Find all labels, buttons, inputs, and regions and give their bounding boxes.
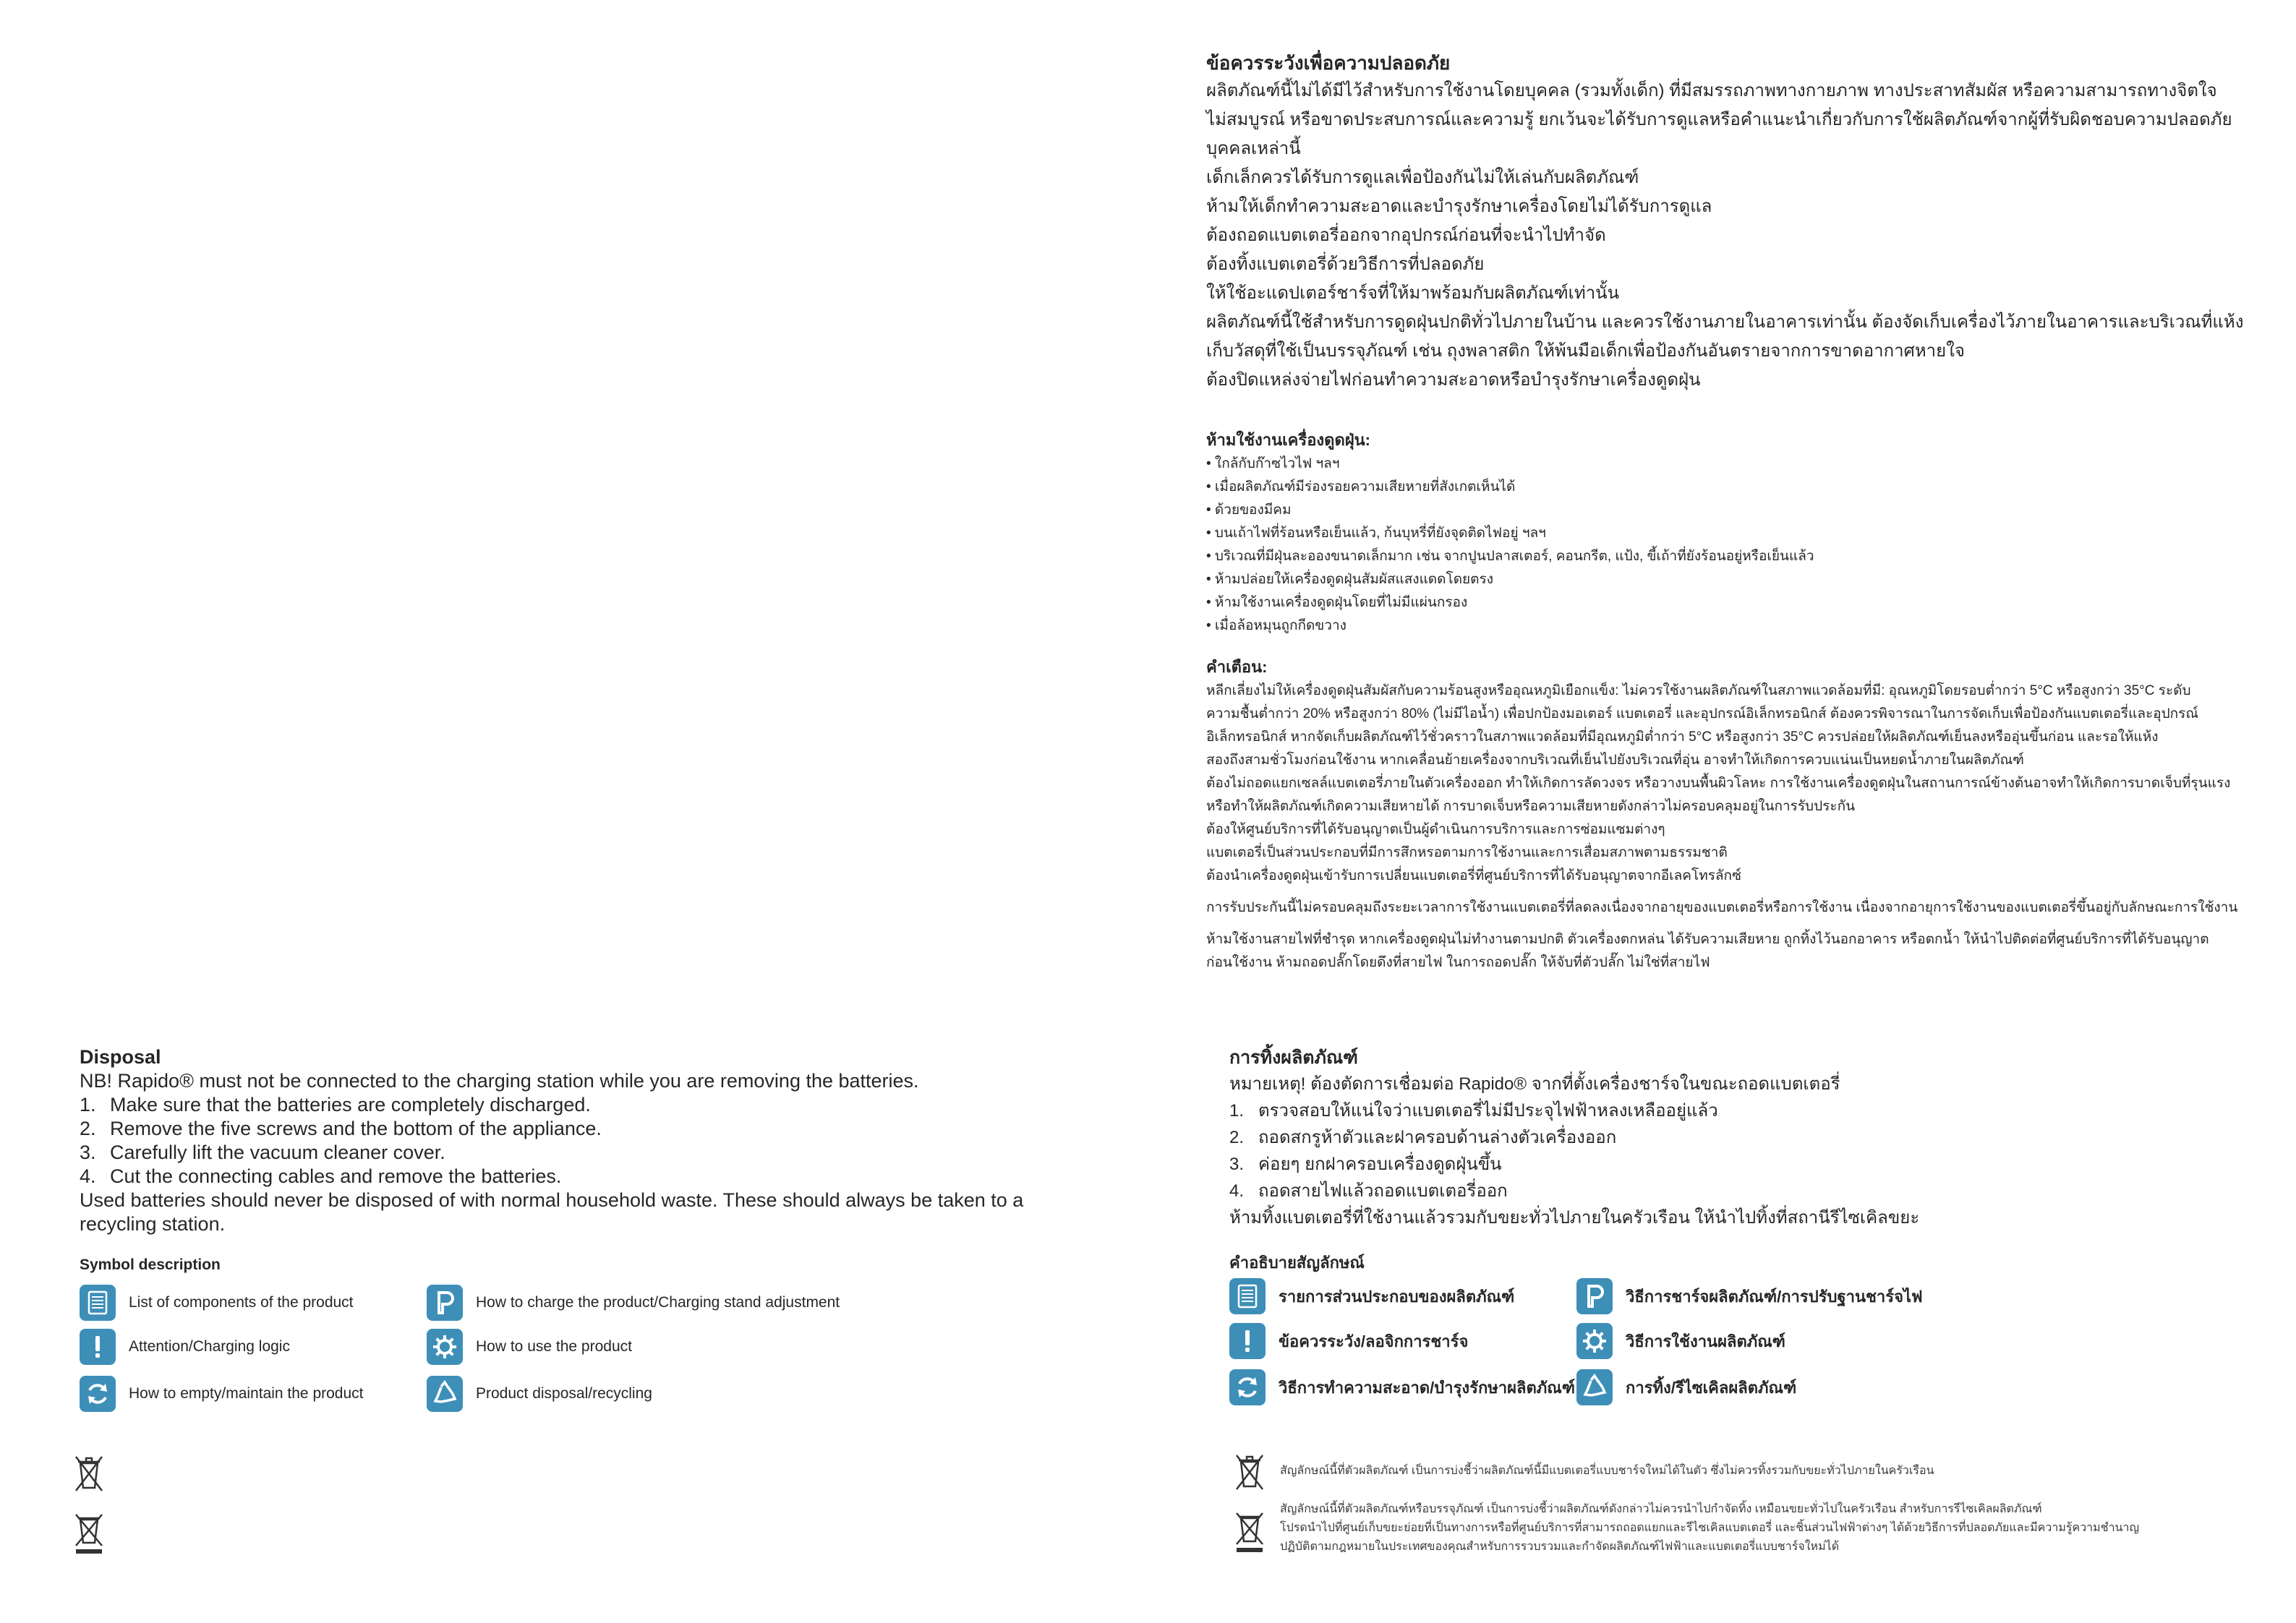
list-icon [1229,1278,1266,1314]
th-safety-line: ต้องถอดแบตเตอรี่ออกจากอุปกรณ์ก่อนที่จะนำไปทำจัด [1206,226,1606,245]
th-warning-line: อิเล็กทรอนิกส์ หากจัดเก็บผลิตภัณฑ์ไว้ชั่วคราวในสภาพแวดล้อมที่มีอุณหภูมิต่ำกว่า 5°C หรือสูงกว่า 35°C ควรปล่อยให้ผลิตภัณฑ์เย็นลงหรืออุ่นขึ้นก่อน และรอให้แห้ง [1206,729,2159,745]
symbol-label: How to empty/maintain the product [129,1385,364,1402]
th-symbol-heading: คำอธิบายสัญลักษณ์ [1229,1254,1365,1272]
recycle-icon [1576,1369,1613,1405]
th-warning-line: หรือทำให้ผลิตภัณฑ์เกิดความเสียหายได้ การบาดเจ็บหรือความเสียหายดังกล่าวไม่ครอบคลุมอยู่ในการรับประกัน [1206,799,1856,814]
en-step [80,1093,1092,1117]
th-warning-section [1206,655,2276,975]
th-warning-line: แบตเตอรี่เป็นส่วนประกอบที่มีการสึกหรอตามการใช้งานและการเสื่อมสภาพตามธรรมชาติ [1206,845,1728,860]
th-do-not-use-section [1206,428,1814,638]
th-do-not-use-item: • ห้ามปล่อยให้เครื่องดูดฝุ่นสัมผัสแสงแดดโดยตรง [1206,572,1493,587]
symbol-label: รายการส่วนประกอบของผลิตภัณฑ์ [1279,1287,1515,1306]
th-cord-note-line: ห้ามใช้งานสายไฟที่ชำรุด หากเครื่องดูดฝุ่นไม่ทำงานตามปกติ ตัวเครื่องตกหล่น ได้รับความเสียหาย ถูกทิ้งไว้นอกอาคาร หรือตกน้ำ ให้นำไปติดต่อที่ศูนย์บริการที่ได้รับอนุญาต [1206,932,2209,947]
attention-icon [1229,1323,1266,1359]
th-safety-title: ข้อควรระวังเพื่อความปลอดภัย [1206,52,1451,74]
list-icon [80,1285,116,1321]
th-symbol-item [1576,1278,1923,1314]
th-warning-line: ต้องนำเครื่องดูดฝุ่นเข้ารับการเปลี่ยนแบตเตอรี่ที่ศูนย์บริการที่ได้รับอนุญาตจากอีเลคโทรลักซ์ [1206,868,1741,883]
th-do-not-use-item: • ห้ามใช้งานเครื่องดูดฝุ่นโดยที่ไม่มีแผ่นกรอง [1206,595,1468,610]
crossed-bin-icon [72,1453,106,1496]
refresh-icon [80,1376,116,1412]
step-text: Make sure that the batteries are completely discharged. [110,1094,591,1115]
th-safety-line: ต้องปิดแหล่งจ่ายไฟก่อนทำความสะอาดหรือบำรุงรักษาเครื่องดูดฝุ่น [1206,370,1701,390]
en-disposal-steps [80,1093,1092,1189]
spacer [1206,920,2276,928]
th-warranty-note: การรับประกันนี้ไม่ครอบคลุมถึงระยะเวลาการใช้งานแบตเตอรี่ที่ลดลงเนื่องจากอายุของแบตเตอรี่หรือการใช้งาน เนื่องจากอายุการใช้งานของแบตเตอรี่ขึ้นอยู่กับลักษณะการใช้งาน [1206,900,2238,915]
symbol-label: Attention/Charging logic [129,1338,290,1355]
step-text: Cut the connecting cables and remove the batteries. [110,1165,562,1187]
step-number: 2. [1229,1128,1245,1147]
symbol-label: Product disposal/recycling [476,1385,652,1402]
th-safety-line: ผลิตภัณฑ์นี้ใช้สำหรับการดูดฝุ่นปกติทั่วไปภายในบ้าน และควรใช้งานภายในอาคารเท่านั้น ต้องจัดเก็บเครื่องไว้ภายในอาคารและบริเวณที่แห้ง [1206,312,2244,332]
th-step [1229,1097,2242,1124]
th-do-not-use-item: • บริเวณที่มีฝุ่นละอองขนาดเล็กมาก เช่น จากปูนปลาสเตอร์, คอนกรีต, แป้ง, ขี้เถ้าที่ยังร้อนอยู่หรือเย็นแล้ว [1206,549,1814,564]
th-cord-note-line: ก่อนใช้งาน ห้ามถอดปลั๊กโดยดึงที่สายไฟ ในการถอดปลั๊ก ให้จับที่ตัวปลั๊ก ไม่ใช่ที่สายไฟ [1206,955,1710,970]
symbol-label: วิธีการทำความสะอาด/บำรุงรักษาผลิตภัณฑ์ [1279,1378,1575,1397]
th-disposal-note: หมายเหตุ! ต้องตัดการเชื่อมต่อ Rapido® จากที่ตั้งเครื่องชาร์จในขณะถอดแบตเตอรี่ [1229,1074,1840,1094]
step-text: ถอดสายไฟแล้วถอดแบตเตอรี่ออก [1258,1181,1508,1201]
symbol-label: ข้อควรระวัง/ลอจิกการชาร์จ [1279,1332,1469,1350]
step-text: ค่อยๆ ยกฝาครอบเครื่องดูดฝุ่นขึ้น [1258,1155,1502,1174]
en-step [80,1165,1092,1189]
th-warning-line: ต้องไม่ถอดแยกเซลล์แบตเตอรี่ภายในตัวเครื่องออก ทำให้เกิดการลัดวงจร หรือวางบนพื้นผิวโลหะ การใช้งานเครื่องดูดฝุ่นในสถานการณ์ข้างต้นอาจทำให้เกิดการบาดเจ็บที่รุนแรง [1206,776,2231,791]
step-number: 3. [80,1142,96,1163]
en-disposal-closing: Used batteries should never be disposed of with normal household waste. These should always be taken to a recycling station. [80,1189,1024,1235]
gear-icon [1576,1323,1613,1359]
spacer [1206,888,2276,896]
th-do-not-use-item: • ด้วยของมีคม [1206,502,1292,518]
th-symbol-item [1229,1278,1514,1314]
symbol-label: วิธีการใช้งานผลิตภัณฑ์ [1626,1332,1785,1350]
th-safety-line: ให้ใช้อะแดปเตอร์ชาร์จที่ให้มาพร้อมกับผลิตภัณฑ์เท่านั้น [1206,283,1619,303]
crossed-bin-icon [1233,1452,1266,1495]
th-do-not-use-item: • เมื่อผลิตภัณฑ์มีร่องรอยความเสียหายที่สังเกตเห็นได้ [1206,479,1516,494]
step-number: 1. [1229,1101,1245,1121]
charge-p-icon [427,1285,463,1321]
en-symbol-item [80,1285,354,1321]
th-safety-line: บุคคลเหล่านี้ [1206,139,1301,158]
crossed-bin-battery-icon [1233,1511,1266,1554]
symbol-label: การทิ้ง/รีไซเคิลผลิตภัณฑ์ [1626,1378,1797,1397]
th-safety-section [1206,49,2276,395]
en-step [80,1117,1092,1141]
th-battery-recycle-note: สัญลักษณ์นี้ที่ตัวผลิตภัณฑ์ เป็นการบ่งชี้ว่าผลิตภัณฑ์นี้มีแบตเตอรี่แบบชาร์จใหม่ได้ในตัว ซึ่งไม่ควรทิ้งรวมกับขยะทั่วไปภายในครัวเรือน [1280,1465,1934,1477]
th-safety-body [1206,77,2276,395]
th-do-not-use-item: • เมื่อล้อหมุนถูกกีดขวาง [1206,618,1347,633]
th-warning-heading: คำเตือน: [1206,658,1268,676]
step-number: 4. [1229,1181,1245,1201]
en-symbol-item [427,1329,632,1365]
th-disposal-closing: ห้ามทิ้งแบตเตอรี่ที่ใช้งานแล้วรวมกับขยะทั่วไปภายในครัวเรือน ให้นำไปทิ้งที่สถานีรีไซเคิลขยะ [1229,1208,1920,1228]
en-disposal-title: Disposal [80,1046,161,1068]
th-step [1229,1151,2242,1178]
attention-icon [80,1329,116,1365]
refresh-icon [1229,1369,1266,1405]
en-disposal-note: NB! Rapido® must not be connected to the charging station while you are removing the batteries. [80,1070,919,1092]
th-safety-line: ห้ามให้เด็กทำความสะอาดและบำรุงรักษาเครื่องโดยไม่ได้รับการดูแล [1206,197,1712,216]
th-symbol-item [1229,1369,1575,1405]
step-text: ถอดสกรูห้าตัวและฝาครอบด้านล่างตัวเครื่องออก [1258,1128,1617,1147]
en-disposal-section [80,1045,1092,1236]
charge-p-icon [1576,1278,1613,1314]
th-safety-line: ไม่สมบูรณ์ หรือขาดประสบการณ์และความรู้ ยกเว้นจะได้รับการดูแลหรือคำแนะนำเกี่ยวกับการใช้ผลิตภัณฑ์จากผู้ที่รับผิดชอบความปลอดภัย [1206,110,2232,129]
th-do-not-use-heading: ห้ามใช้งานเครื่องดูดฝุ่น: [1206,431,1371,449]
step-text: Carefully lift the vacuum cleaner cover. [110,1142,445,1163]
step-number: 1. [80,1094,96,1115]
th-safety-line: ผลิตภัณฑ์นี้ไม่ได้มีไว้สำหรับการใช้งานโดยบุคคล (รวมทั้งเด็ก) ที่มีสมรรถภาพทางกายภาพ ทางประสาทสัมผัส หรือความสามารถทางจิตใจ [1206,81,2217,100]
en-symbol-heading: Symbol description [80,1256,221,1273]
step-number: 4. [80,1165,96,1187]
th-disposal-title: การทิ้งผลิตภัณฑ์ [1229,1048,1358,1068]
th-warning-line: หลีกเลี่ยงไม่ให้เครื่องดูดฝุ่นสัมผัสกับความร้อนสูงหรืออุณหภูมิเยือกแข็ง: ไม่ควรใช้งานผลิตภัณฑ์ในสภาพแวดล้อมที่มี: อุณหภูมิโดยรอบต่ำกว่า 5°C หรือสูงกว่า 35°C ระดับ [1206,683,2191,698]
th-symbol-item [1576,1369,1796,1405]
th-safety-line: เก็บวัสดุที่ใช้เป็นบรรจุภัณฑ์ เช่น ถุงพลาสติก ให้พ้นมือเด็กเพื่อป้องกันอันตรายจากการขาดอากาศหายใจ [1206,341,1965,361]
th-recycle-line: สัญลักษณ์นี้ที่ตัวผลิตภัณฑ์หรือบรรจุภัณฑ์ เป็นการบ่งชี้ว่าผลิตภัณฑ์ดังกล่าวไม่ควรนำไปกำจัดทิ้ง เหมือนขยะทั่วไปในครัวเรือน สำหรับการรีไซเคิลผลิตภัณฑ์ [1280,1503,2042,1515]
th-warning-line: ต้องให้ศูนย์บริการที่ได้รับอนุญาตเป็นผู้ดำเนินการบริการและการซ่อมแซมต่างๆ [1206,822,1665,837]
th-safety-line: ต้องทิ้งแบตเตอรี่ด้วยวิธีการที่ปลอดภัย [1206,254,1485,274]
symbol-label: List of components of the product [129,1294,354,1311]
en-symbol-item [80,1376,364,1412]
step-number: 2. [80,1118,96,1139]
th-do-not-use-item: • บนเถ้าไฟที่ร้อนหรือเย็นแล้ว, ก้นบุหรี่ที่ยังจุดติดไฟอยู่ ฯลฯ [1206,526,1546,541]
th-symbol-item [1229,1323,1468,1359]
th-warning-line: ความชื้นต่ำกว่า 20% หรือสูงกว่า 80% (ไม่มีไอน้ำ) เพื่อปกป้องมอเตอร์ แบตเตอรี่ และอุปกรณ์อิเล็กทรอนิกส์ ต้องควรพิจารณาในการจัดเก็บเพื่อป้องกันแบตเตอรี่และอุปกรณ์ [1206,706,2199,721]
th-recycle-line: โปรดนำไปที่ศูนย์เก็บขยะย่อยที่เป็นทางการหรือที่ศูนย์บริการที่สามารถถอดแยกและรีไซเคิลแบตเตอรี่ และชิ้นส่วนไฟฟ้าต่างๆ ได้ด้วยวิธีการที่ปลอดภัยและมีความรู้ความชำนาญ [1280,1522,2140,1534]
en-symbol-item [427,1376,652,1412]
th-step [1229,1178,2242,1204]
th-product-recycle-note [1280,1500,2139,1556]
thai-page [1148,0,2296,1623]
symbol-label: How to charge the product/Charging stand adjustment [476,1294,840,1311]
symbol-label: วิธีการชาร์จผลิตภัณฑ์/การปรับฐานชาร์จไฟ [1626,1287,1923,1306]
th-safety-line: เด็กเล็กควรได้รับการดูแลเพื่อป้องกันไม่ให้เล่นกับผลิตภัณฑ์ [1206,168,1639,187]
en-symbol-item [80,1329,290,1365]
th-do-not-use-item: • ใกล้กับก๊าซไวไฟ ฯลฯ [1206,456,1340,471]
en-step [80,1141,1092,1165]
crossed-bin-battery-icon [72,1512,106,1556]
step-text: ตรวจสอบให้แน่ใจว่าแบตเตอรี่ไม่มีประจุไฟฟ้าหลงเหลืออยู่แล้ว [1258,1101,1718,1121]
th-disposal-section [1229,1045,2242,1231]
th-recycle-line: ปฏิบัติตามกฎหมายในประเทศของคุณสำหรับการรวบรวมและกำจัดผลิตภัณฑ์ไฟฟ้าและแบตเตอรี่แบบชาร์จใหม่ได้ [1280,1541,1840,1553]
th-step [1229,1124,2242,1151]
step-number: 3. [1229,1155,1245,1174]
th-symbol-item [1576,1323,1785,1359]
gear-icon [427,1329,463,1365]
en-symbol-item [427,1285,840,1321]
step-text: Remove the five screws and the bottom of the appliance. [110,1118,602,1139]
th-warning-line: สองถึงสามชั่วโมงก่อนใช้งาน หากเคลื่อนย้ายเครื่องจากบริเวณที่เย็นไปยังบริเวณที่อุ่น อาจทำให้เกิดการควบแน่นเป็นหยดน้ำภายในผลิตภัณฑ์ [1206,753,2024,768]
recycle-icon [427,1376,463,1412]
symbol-label: How to use the product [476,1338,632,1355]
